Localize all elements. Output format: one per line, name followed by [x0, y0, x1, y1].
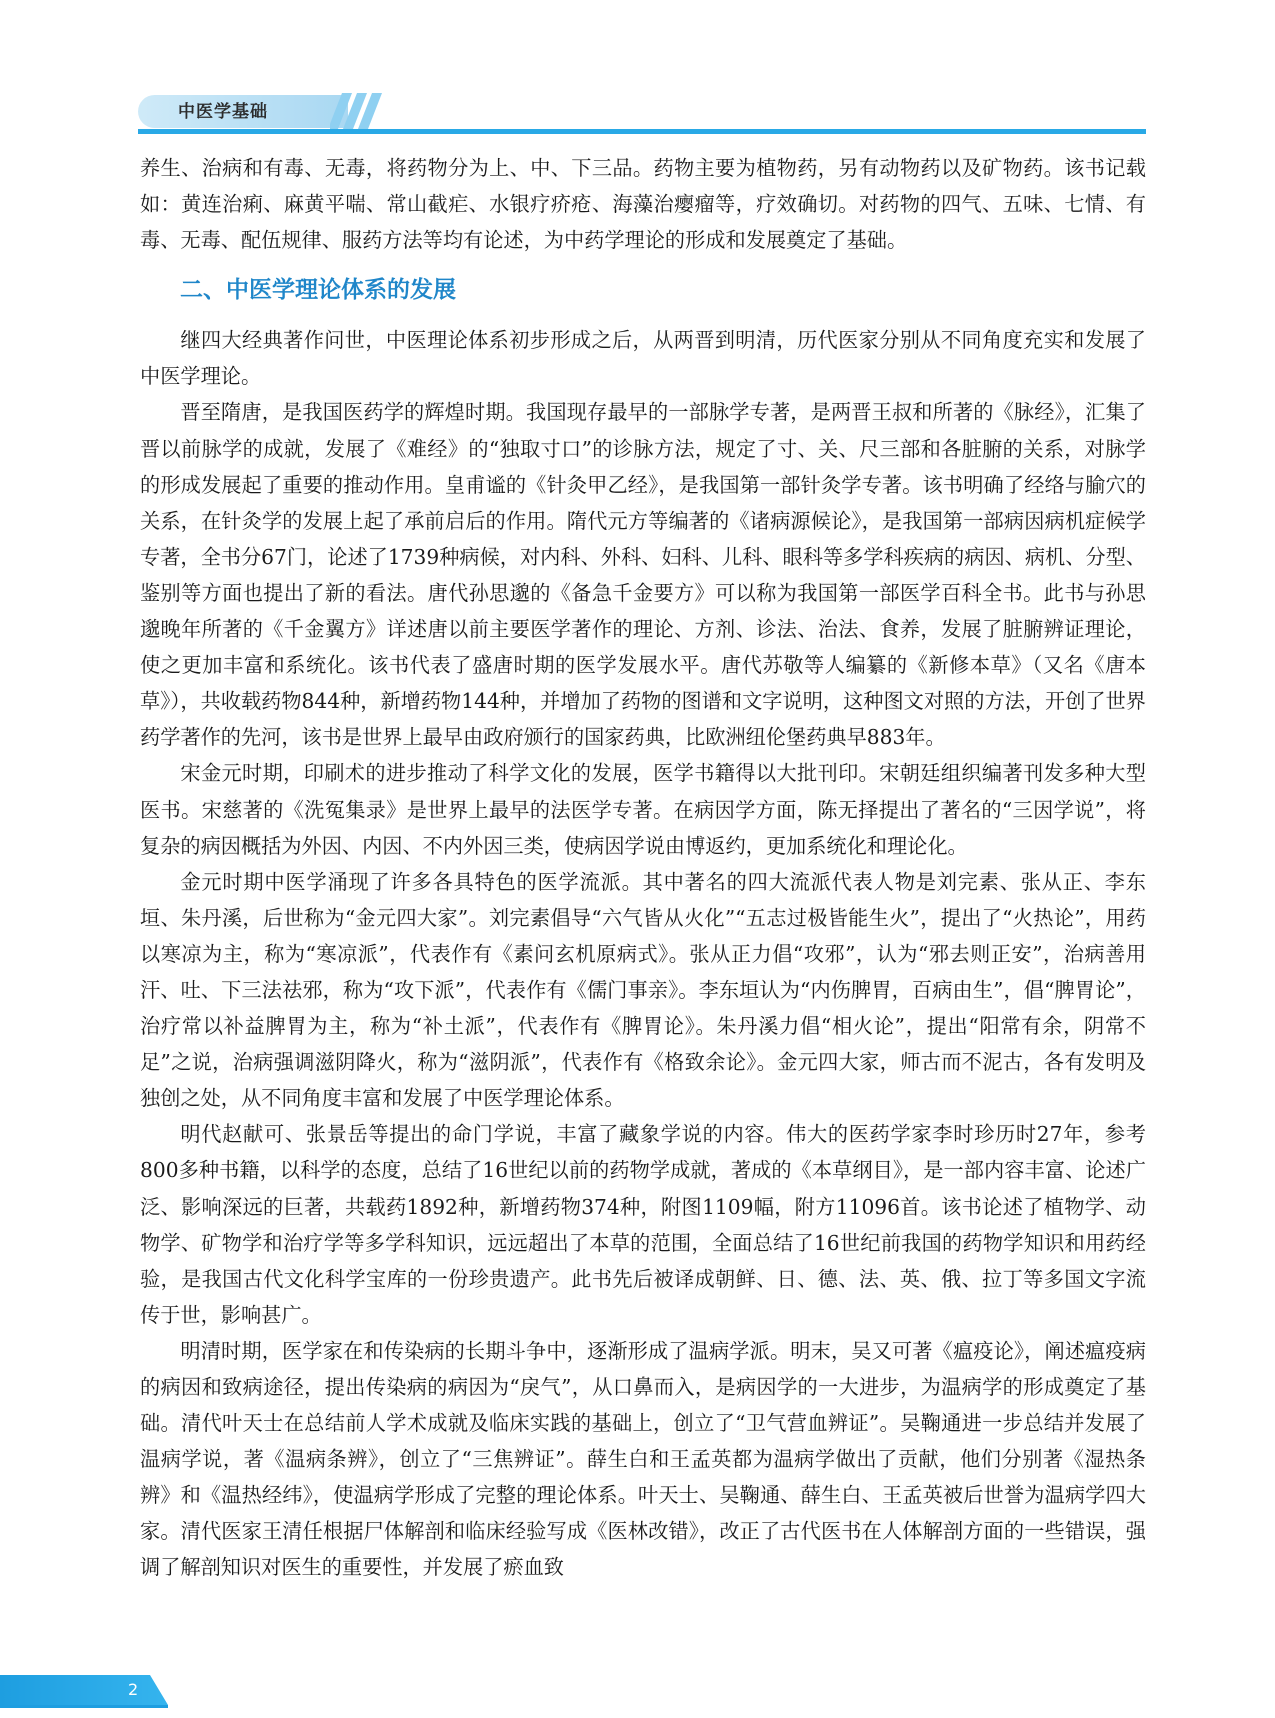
section-heading: 二、中医学理论体系的发展 [180, 277, 456, 304]
running-title: 中医学基础 [178, 102, 268, 122]
paragraph-ming-dynasty: 明代赵献可、张景岳等提出的命门学说，丰富了藏象学说的内容。伟大的医药学家李时珍历时27年，参考800多种书籍，以科学的态度，总结了16世纪以前的药物学成就，著成的《本草纲目》，是一部内容丰富、论述广泛、影响深远的巨著，共载药1892种，新增药物374种，附图1109幅，附方11096首。该书论述了植物学、动物学、矿物学和治疗学等多学科知识，远远超出了本草的范围，全面总结了16世纪前我国的药物学知识和用药经验，是我国古代文化科学宝库的一份珍贵遗产。此书先后被译成朝鲜、日、德、法、英、俄、拉丁等多国文字流传于世，影响甚广。 [140, 1122, 1146, 1327]
paragraph-song-jin-yuan: 宋金元时期，印刷术的进步推动了科学文化的发展，医学书籍得以大批刊印。宋朝廷组织编著刊发多种大型医书。宋慈著的《洗冤集录》是世界上最早的法医学专著。在病因学方面，陈无择提出了著名的“三因学说”，将复杂的病因概括为外因、内因、不内外因三类，使病因学说由博返约，更加系统化和理论化。 [140, 761, 1146, 858]
page-header [0, 0, 1275, 150]
page-number: 2 [128, 1680, 139, 1699]
paragraph-jin-sui-tang: 晋至隋唐，是我国医药学的辉煌时期。我国现存最早的一部脉学专著，是两晋王叔和所著的《脉经》，汇集了晋以前脉学的成就，发展了《难经》的“独取寸口”的诊脉方法，规定了寸、关、尺三部和各脏腑的关系，对脉学的形成发展起了重要的推动作用。皇甫谧的《针灸甲乙经》，是我国第一部针灸学专著。该书明确了经络与腧穴的关系，在针灸学的发展上起了承前启后的作用。隋代元方等编著的《诸病源候论》，是我国第一部病因病机症候学专著，全书分67门，论述了1739种病候，对内科、外科、妇科、儿科、眼科等多学科疾病的病因、病机、分型、鉴别等方面也提出了新的看法。唐代孙思邈的《备急千金要方》可以称为我国第一部医学百科全书。此书与孙思邈晚年所著的《千金翼方》详述唐以前主要医学著作的理论、方剂、诊法、治法、食养，发展了脏腑辨证理论，使之更加丰富和系统化。该书代表了盛唐时期的医学发展水平。唐代苏敬等人编纂的《新修本草》（又名《唐本草》），共收载药物844种，新增药物144种，并增加了药物的图谱和文字说明，这种图文对照的方法，开创了世界药学著作的先河，该书是世界上最早由政府颁行的国家药典，比欧洲纽伦堡药典早883年。 [140, 400, 1146, 750]
page-body [140, 150, 1146, 1586]
paragraph-intro: 继四大经典著作问世，中医理论体系初步形成之后，从两晋到明清，历代医家分别从不同角度充实和发展了中医学理论。 [140, 328, 1146, 389]
paragraph-continuation: 养生、治病和有毒、无毒，将药物分为上、中、下三品。药物主要为植物药，另有动物药以及矿物药。该书记载如：黄连治痢、麻黄平喘、常山截疟、水银疗疥疮、海藻治瘿瘤等，疗效确切。对药物的四气、五味、七情、有毒、无毒、配伍规律、服药方法等均有论述，为中药学理论的形成和发展奠定了基础。 [140, 156, 1146, 253]
paragraph-ming-qing: 明清时期，医学家在和传染病的长期斗争中，逐渐形成了温病学派。明末，吴又可著《瘟疫论》，阐述瘟疫病的病因和致病途径，提出传染病的病因为“戾气”，从口鼻而入，是病因学的一大进步，为温病学的形成奠定了基础。清代叶天士在总结前人学术成就及临床实践的基础上，创立了“卫气营血辨证”。吴鞠通进一步总结并发展了温病学说，著《温病条辨》，创立了“三焦辨证”。薛生白和王孟英都为温病学做出了贡献，他们分别著《湿热条辨》和《温热经纬》，使温病学形成了完整的理论体系。叶天士、吴鞠通、薛生白、王孟英被后世誉为温病学四大家。清代医家王清任根据尸体解剖和临床经验写成《医林改错》，改正了古代医书在人体解剖方面的一些错误，强调了解剖知识对医生的重要性，并发展了瘀血致 [140, 1338, 1146, 1580]
page-footer [0, 1675, 1275, 1710]
header-stripes-decoration [330, 93, 390, 129]
footer-rule [0, 1705, 168, 1708]
paragraph-jin-yuan-schools: 金元时期中医学涌现了许多各具特色的医学流派。其中著名的四大流派代表人物是刘完素、张从正、李东垣、朱丹溪，后世称为“金元四大家”。刘完素倡导“六气皆从火化”“五志过极皆能生火”，提出了“火热论”，用药以寒凉为主，称为“寒凉派”，代表作有《素问玄机原病式》。张从正力倡“攻邪”，认为“邪去则正安”，治病善用汗、吐、下三法祛邪，称为“攻下派”，代表作有《儒门事亲》。李东垣认为“内伤脾胃，百病由生”，倡“脾胃论”，治疗常以补益脾胃为主，称为“补土派”，代表作有《脾胃论》。朱丹溪力倡“相火论”，提出“阳常有余，阴常不足”之说，治病强调滋阴降火，称为“滋阴派”，代表作有《格致余论》。金元四大家，师古而不泥古，各有发明及独创之处，从不同角度丰富和发展了中医学理论体系。 [140, 869, 1146, 1111]
footer-band [0, 1675, 168, 1705]
header-rule [138, 129, 1146, 134]
